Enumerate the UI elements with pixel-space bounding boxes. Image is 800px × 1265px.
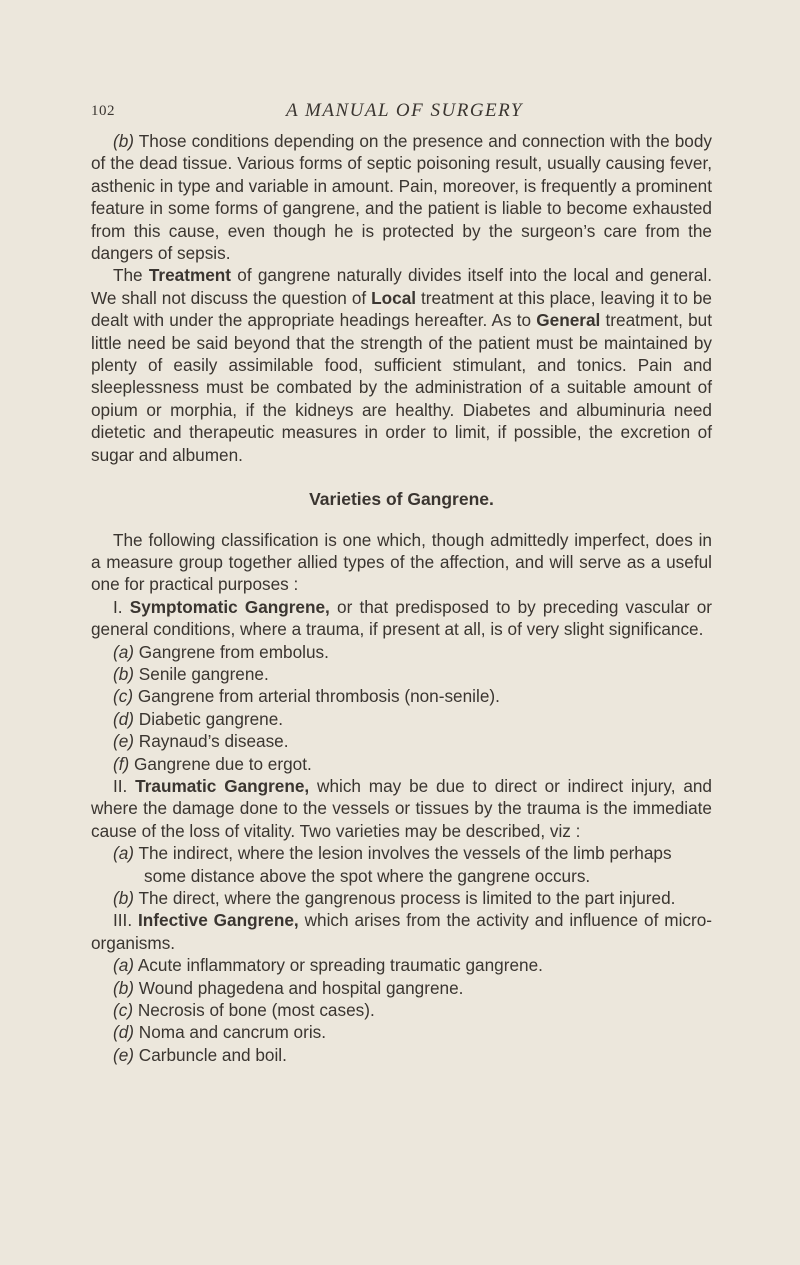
list-item <box>91 1021 712 1043</box>
list-label: (b) <box>113 888 135 908</box>
section-number: I. <box>113 596 123 617</box>
bold-term-local: Local <box>371 287 417 308</box>
section-text: which arises from the activity and influence of micro-organisms. <box>91 910 713 953</box>
paragraph-text: Those conditions depending on the presence and connection with the body of the dead tissue. Various forms of septic poisoning result, usually causing fever, asthenic in type and variable in amount. Pain, moreover, is frequently a prominent feature in some forms of gangrene, and the patient is liable to become exhausted from this cause, even though he is protected by the surgeon’s care from the dangers of sepsis. <box>91 131 713 264</box>
list-label: (a) <box>113 843 135 864</box>
list-item <box>91 1044 712 1066</box>
list-label: (d) <box>113 1022 135 1043</box>
section-text: which may be due to direct or indirect injury, and where the damage done to the vessels or tissues by the trauma is the immediate cause of the loss of vitality. Two varieties may be described, viz : <box>91 775 712 841</box>
section-symptomatic <box>91 596 712 641</box>
list-text: Gangrene from embolus. <box>138 641 329 662</box>
list-text: Acute inflammatory or spreading traumatic gangrene. <box>137 955 543 976</box>
section-title: Symptomatic Gangrene, <box>129 596 330 617</box>
paragraph-intro: The following classification is one which, though admittedly imperfect, does in a measure group together allied types of the affection, and will serve as a useful one for practical purposes : <box>91 529 712 595</box>
list-text: Raynaud’s disease. <box>138 731 289 752</box>
list-item <box>91 753 712 775</box>
section-number: III. <box>113 910 133 931</box>
list-label: (c) <box>113 1000 134 1021</box>
section-heading: Varieties of Gangrene. <box>309 489 494 510</box>
list-text: The direct, where the gangrenous process is limited to the part injured. <box>138 888 676 908</box>
running-head <box>91 100 712 130</box>
list-text: The indirect, where the lesion involves the vessels of the limb perhaps some distance above the spot where the gangrene occurs. <box>138 843 672 886</box>
list-label: (c) <box>113 686 134 707</box>
page-body <box>91 130 712 1066</box>
list-text: Gangrene from arterial thrombosis (non-senile). <box>137 686 500 707</box>
list-text: Necrosis of bone (most cases). <box>137 1000 375 1021</box>
list-label: (a) <box>113 641 135 662</box>
list-item <box>91 730 712 752</box>
list-text: Carbuncle and boil. <box>138 1044 287 1065</box>
list-item <box>91 999 712 1021</box>
bold-term-general: General <box>536 310 601 331</box>
paragraph-treatment <box>91 264 712 466</box>
list-text: Wound phagedena and hospital gangrene. <box>138 977 464 998</box>
list-label: (e) <box>113 1044 135 1065</box>
paragraph-sepsis <box>91 130 712 264</box>
list-label: (f) <box>113 753 130 774</box>
list-text: Diabetic gangrene. <box>138 708 284 729</box>
paragraph-label: (b) <box>113 131 135 151</box>
list-item <box>91 708 712 730</box>
list-item <box>91 842 712 887</box>
list-text: Noma and cancrum oris. <box>138 1022 327 1043</box>
list-item <box>91 887 712 909</box>
list-item <box>91 663 712 685</box>
list-item <box>91 641 712 663</box>
running-title: A MANUAL OF SURGERY <box>286 100 523 121</box>
list-item <box>91 954 712 976</box>
section-text: or that predisposed to by preceding vascular or general conditions, where a trauma, if present at all, is of very slight significance. <box>91 596 712 640</box>
section-title: Infective Gangrene, <box>138 910 299 931</box>
list-label: (a) <box>113 955 135 976</box>
text-run: treatment at this place, leaving it to be dealt with under the appropriate headings hereafter. As to <box>91 287 712 331</box>
list-item <box>91 977 712 999</box>
list-text: Gangrene due to ergot. <box>134 753 312 774</box>
page-number: 102 <box>91 103 115 119</box>
list-label: (d) <box>113 708 135 729</box>
bold-term-treatment: Treatment <box>148 265 232 286</box>
section-title: Traumatic Gangrene, <box>135 775 310 796</box>
section-traumatic <box>91 775 712 842</box>
list-label: (b) <box>113 977 135 998</box>
text-run: of gangrene naturally divides itself into the local and general. We shall not discuss the question of <box>91 265 712 308</box>
section-number: II. <box>113 775 128 796</box>
text-run: The <box>113 265 149 286</box>
section-infective <box>91 909 712 954</box>
list-item <box>91 685 712 707</box>
list-label: (e) <box>113 731 135 752</box>
list-text: Senile gangrene. <box>138 663 269 684</box>
list-label: (b) <box>113 663 135 684</box>
text-run: treatment, but little need be said beyond that the strength of the patient must be maintained by plenty of easily assimilable food, sufficient stimulant, and tonics. Pain and sleeplessness must be combated by the administration of a suitable amount of opium or morphia, if the kidneys are healthy. Diabetes and albuminuria need dietetic and therapeutic measures in order to limit, if possible, the excretion of sugar and albumen. <box>91 310 712 465</box>
